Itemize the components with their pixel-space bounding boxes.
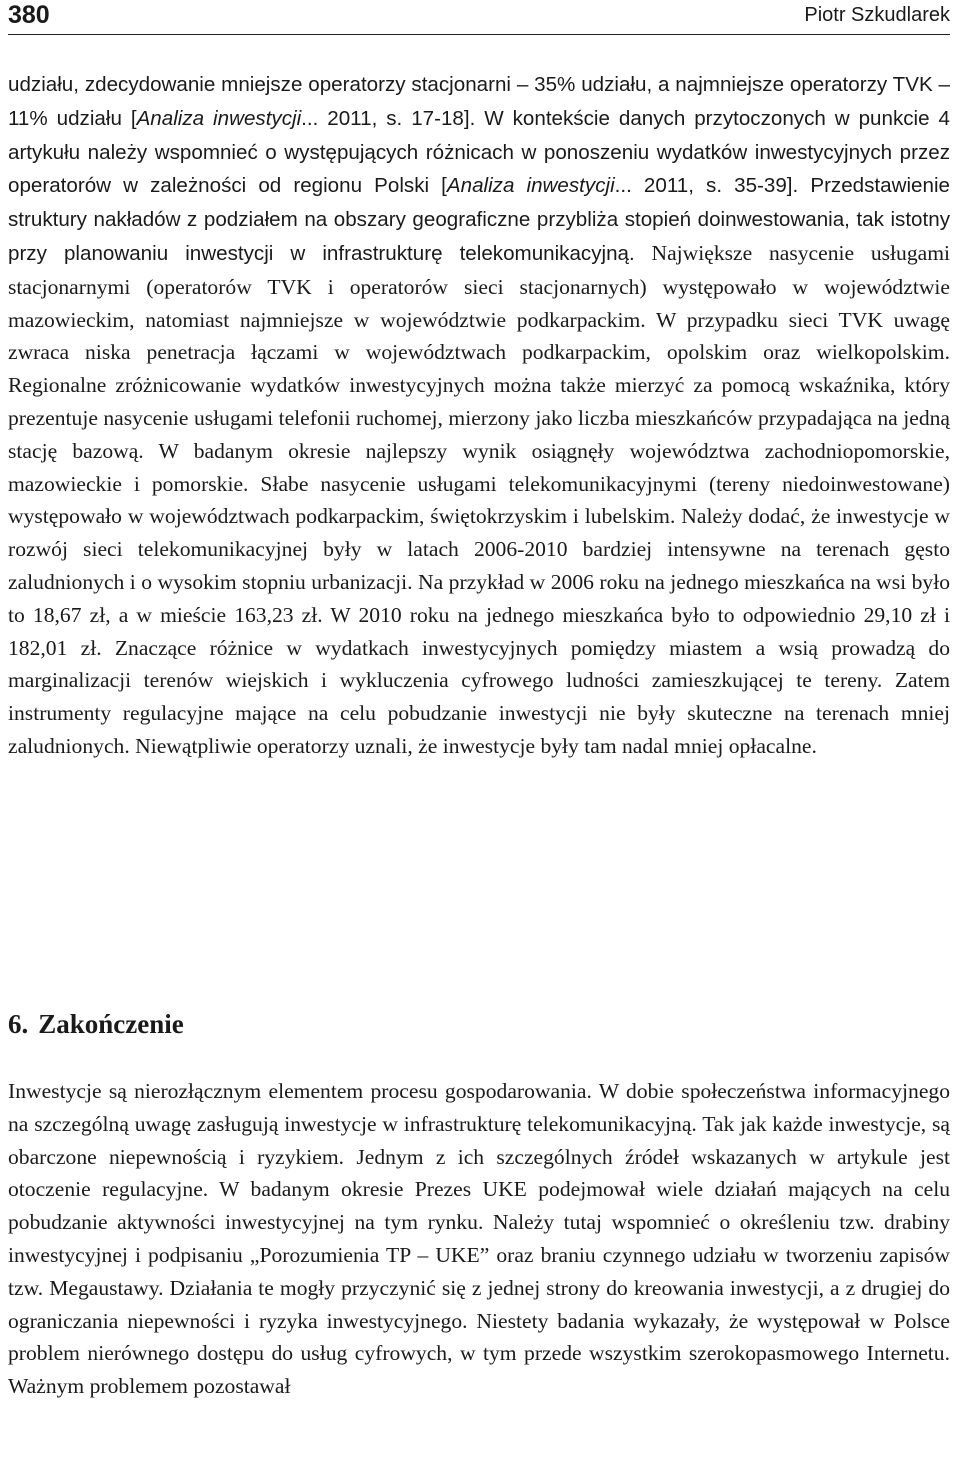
section-number: 6. [8, 1009, 29, 1039]
citation-2: Analiza inwestycji [446, 174, 615, 198]
para1-sentence-3: ... 2011, s. 35-39]. Przedstawienie struktury nakładów z podziałem na obszary geograficzne przybliża stopień doinwestowania, tak istotny przy planowaniu inwestycji w infrastrukturę telekomunikacyjną. [8, 174, 950, 265]
citation-1: Analiza inwestycji [136, 106, 302, 130]
section-title: Zakończenie [38, 1009, 184, 1039]
para1-sentence-4: Największe nasycenie usługami stacjonarnymi (operatorów TVK i operatorów sieci stacjonarnych) występowało w województwie mazowieckim, natomiast najmniejsze w województwie podkarpackim. W przypadku sieci TVK uwagę zwraca niska penetracja łączami w województwach podkarpackim, opolskim oraz wielkopolskim. Regionalne zróżnicowanie wydatków inwestycyjnych można także mierzyć za pomocą wskaźnika, który prezentuje nasycenie usługami telefonii ruchomej, mierzony jako liczba mieszkańców przypadająca na jedną stację bazową. W badanym okresie najlepszy wynik osiągnęły województwa zachodniopomorskie, mazowieckie i pomorskie. Słabe nasycenie usługami telekomunikacyjnymi (tereny niedoinwestowane) występowało w województwach podkarpackim, świętokrzyskim i lubelskim. Należy dodać, że inwestycje w rozwój sieci telekomunikacyjnej były w latach 2006-2010 bardziej intensywne na terenach gęsto zaludnionych i o wysokim stopniu urbanizacji. Na przykład w 2006 roku na jednego mieszkańca na wsi było to 18,67 zł, a w mieście 163,23 zł. W 2010 roku na jednego mieszkańca było to odpowiednio 29,10 zł i 182,01 zł. Znaczące różnice w wydatkach inwestycyjnych pomiędzy miastem a wsią prowadzą do marginalizacji terenów wiejskich i wykluczenia cyfrowego ludności zamieszkującej te tereny. Zatem instrumenty regulacyjne mające na celu pobudzanie inwestycji nie były skuteczne na terenach mniej zaludnionych. Niewątpliwie operatorzy uznali, że inwestycje były tam nadal mniej opłacalne. [8, 240, 950, 758]
body-paragraph-1 [8, 68, 950, 763]
para1-sentence-2: ... 2011, s. 17-18]. W kontekście danych przytoczonych w punkcie 4 artykułu należy wspomnieć o występujących różnicach w ponoszeniu wydatków inwestycyjnych przez operatorów w zależności od regionu Polski [ [8, 106, 950, 198]
section-heading [8, 1007, 184, 1041]
running-header [8, 0, 950, 35]
para1-sentence-1: udziału, zdecydowanie mniejsze operatorzy stacjonarni – 35% udziału, a najmniejsze operatorzy TVK – 11% udziału [ [8, 73, 950, 130]
running-author: Piotr Szkudlarek [804, 4, 950, 26]
body-paragraph-2: Inwestycje są nierozłącznym elementem procesu gospodarowania. W dobie społeczeństwa informacyjnego na szczególną uwagę zasługują inwestycje w infrastrukturę telekomunikacyjną. Tak jak każde inwestycje, są obarczone niepewnością i ryzykiem. Jednym z ich szczególnych źródeł wskazanych w artykule jest otoczenie regulacyjne. W badanym okresie Prezes UKE podejmował wiele działań mających na celu pobudzanie aktywności inwestycyjnej na tym rynku. Należy tutaj wspomnieć o określeniu tzw. drabiny inwestycyjnej i podpisaniu „Porozumienia TP – UKE” oraz braniu czynnego udziału w tworzeniu zapisów tzw. Megaustawy. Działania te mogły przyczynić się z jednej strony do kreowania inwestycji, a z drugiej do ograniczania niepewności i ryzyka inwestycyjnego. Niestety badania wykazały, że występował w Polsce problem nierównego dostępu do usług cyfrowych, w tym przede wszystkim szerokopasmowego Internetu. Ważnym problemem pozostawał [8, 1079, 950, 1399]
page-number: 380 [8, 1, 50, 29]
